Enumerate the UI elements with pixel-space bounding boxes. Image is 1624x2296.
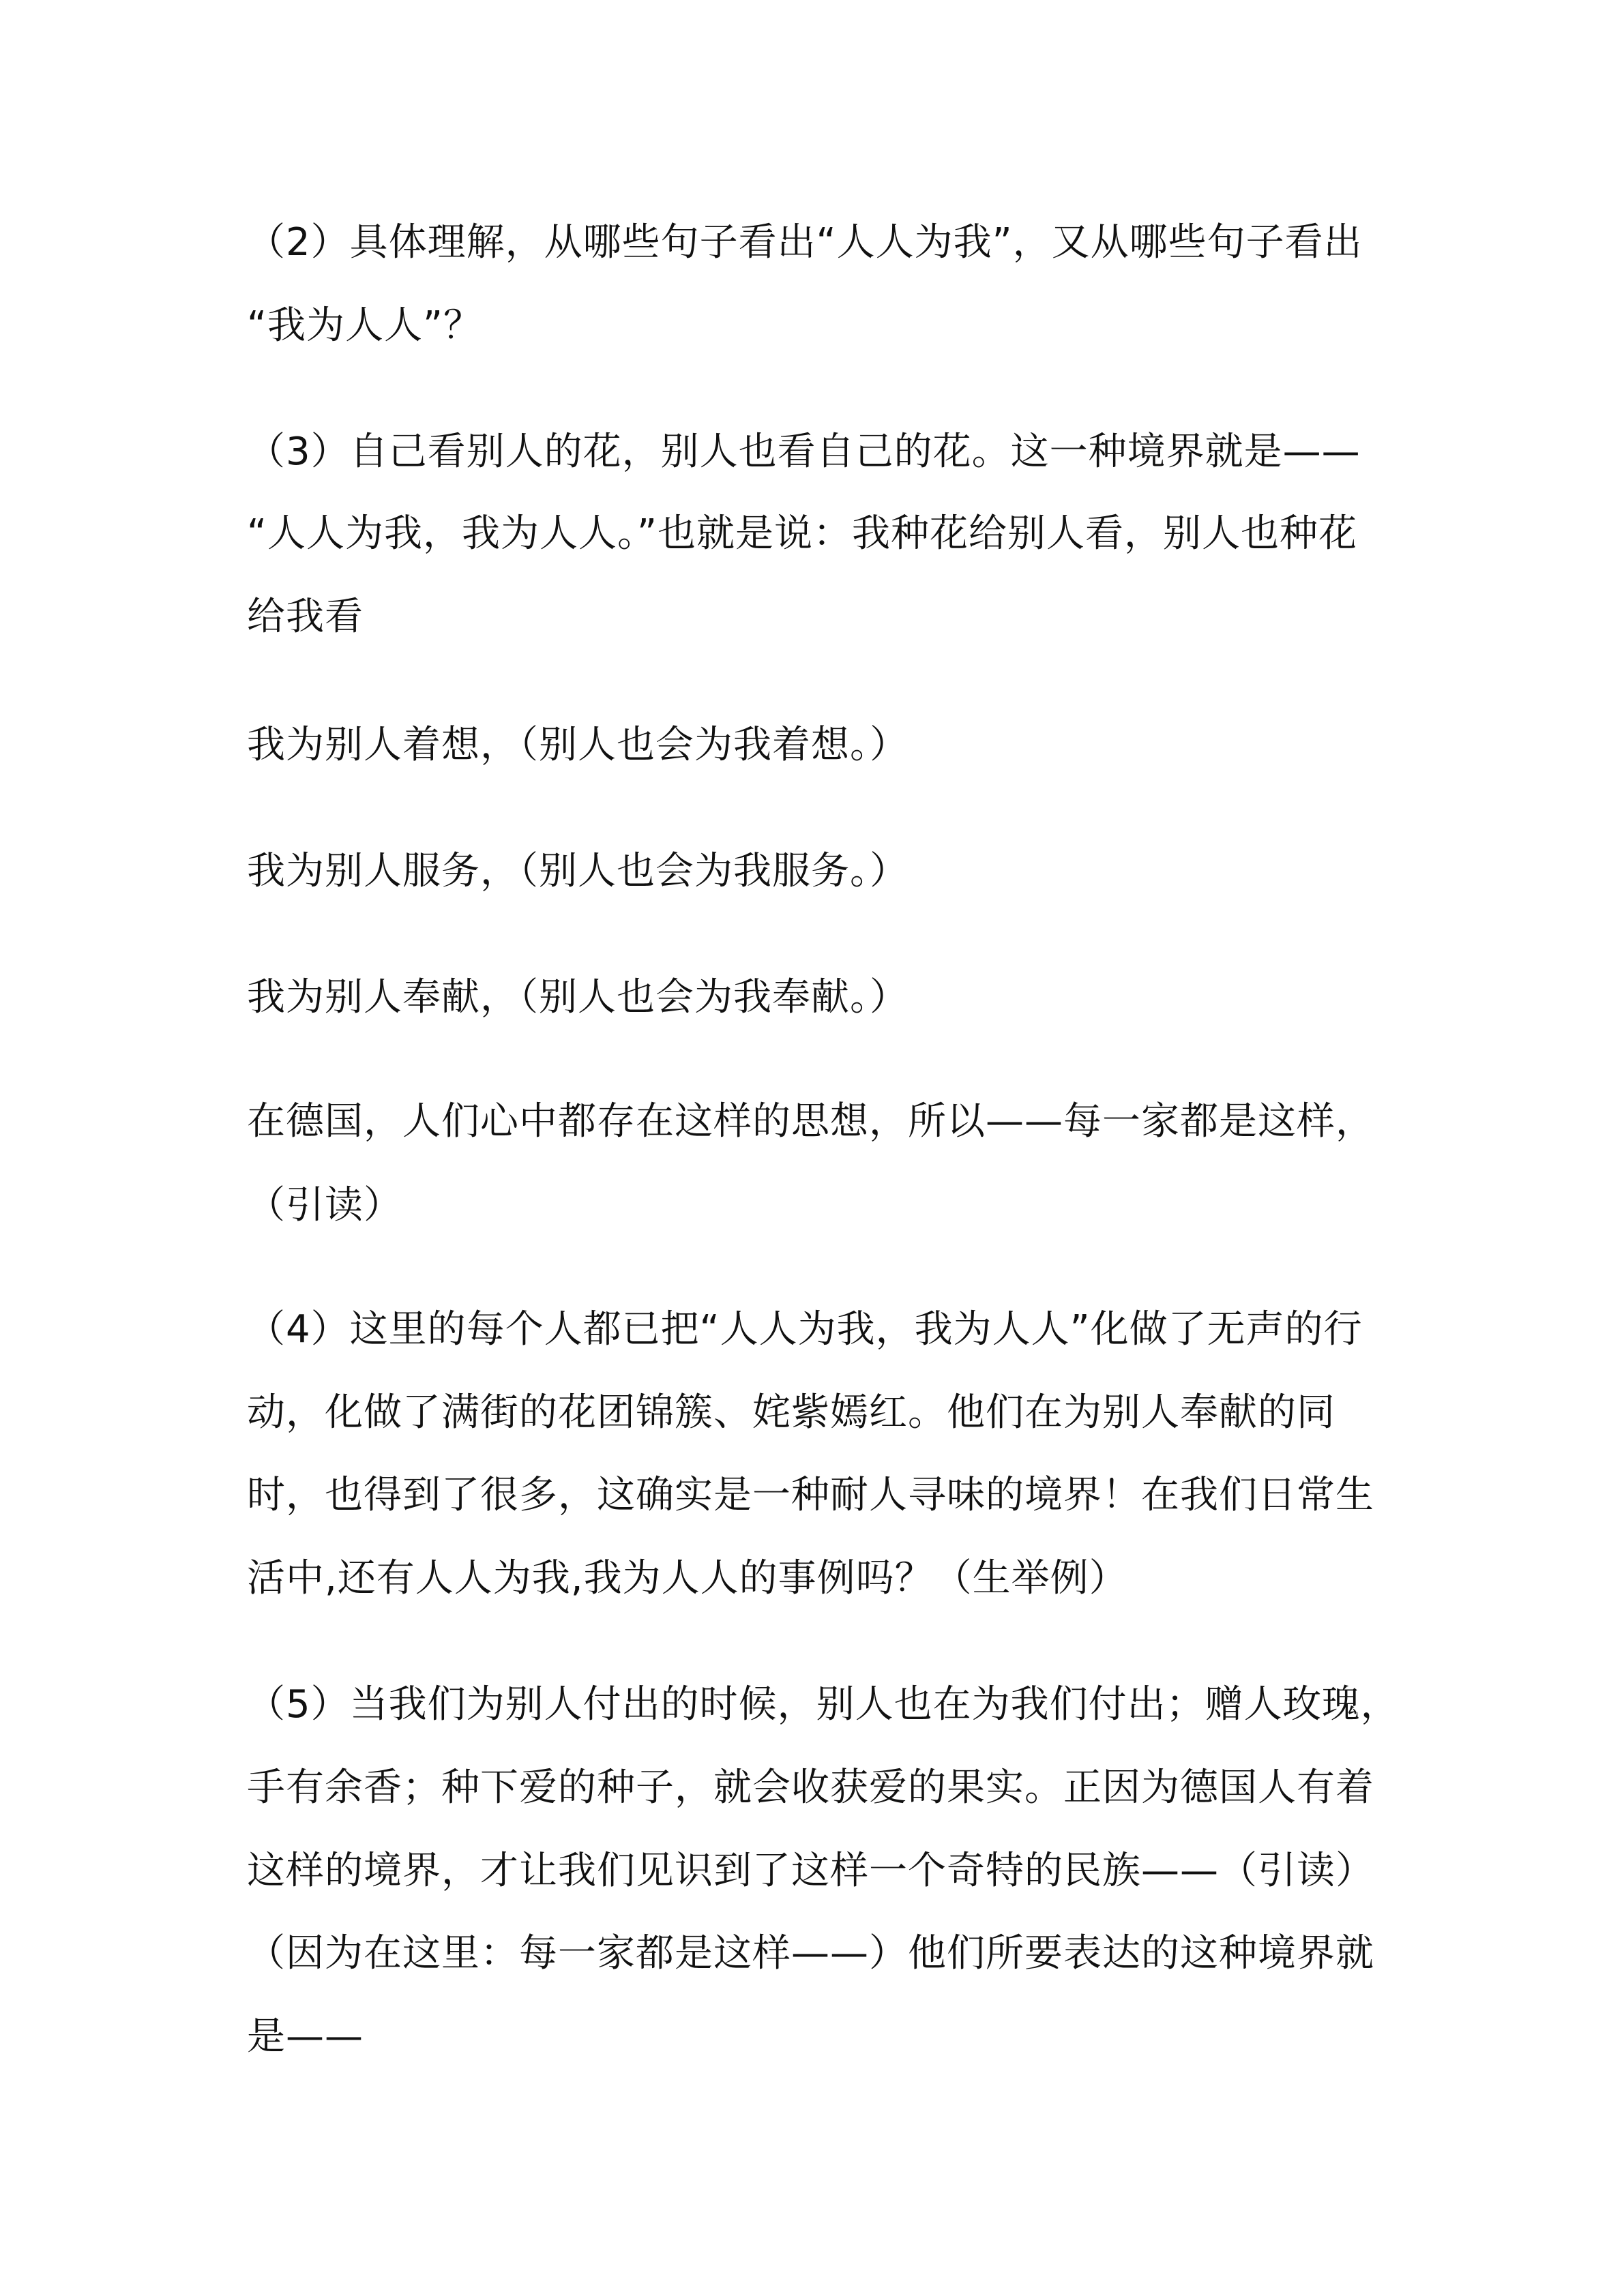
item-5-line-2: 手有余香；种下爱的种子，就会收获爱的果实。正因为德国人有着 [247, 1765, 1374, 1810]
item-3-line-1: （3）自己看别人的花，别人也看自己的花。这一种境界就是—— [247, 430, 1361, 474]
item-2-line-1: （2）具体理解，从哪些句子看出“人人为我”，又从哪些句子看出 [247, 220, 1363, 265]
item-2-line-2: “我为人人”？ [247, 303, 483, 348]
item-4-line-4: 活中,还有人人为我,我为人人的事例吗？（生举例） [247, 1556, 1128, 1600]
item-5-line-4: （因为在这里：每一家都是这样——）他们所要表达的这种境界就 [247, 1931, 1374, 1976]
item-4-line-2: 动，化做了满街的花团锦簇、姹紫嫣红。他们在为别人奉献的同 [247, 1390, 1335, 1435]
item-5-line-1: （5）当我们为别人付出的时候，别人也在为我们付出；赠人玫瑰， [247, 1682, 1400, 1727]
item-3-line-3: 给我看 [247, 595, 364, 639]
paragraph-germany-line-2: （引读） [247, 1183, 402, 1227]
sentence-line-2: 我为别人服务，（别人也会为我服务。） [247, 849, 909, 893]
sentence-line-3: 我为别人奉献，（别人也会为我奉献。） [247, 975, 909, 1019]
paragraph-germany-line-1: 在德国，人们心中都存在这样的思想，所以——每一家都是这样， [247, 1099, 1374, 1144]
item-3-line-2: “人人为我，我为人人。”也就是说：我种花给别人看，别人也种花 [247, 511, 1358, 556]
item-4-line-1: （4）这里的每个人都已把“人人为我，我为人人”化做了无声的行 [247, 1307, 1363, 1352]
item-4-line-3: 时，也得到了很多，这确实是一种耐人寻味的境界！在我们日常生 [247, 1473, 1374, 1517]
sentence-line-1: 我为别人着想，（别人也会为我着想。） [247, 723, 909, 767]
item-5-line-3: 这样的境界，才让我们见识到了这样一个奇特的民族——（引读） [247, 1849, 1374, 1893]
item-5-line-5: 是—— [247, 2014, 364, 2059]
